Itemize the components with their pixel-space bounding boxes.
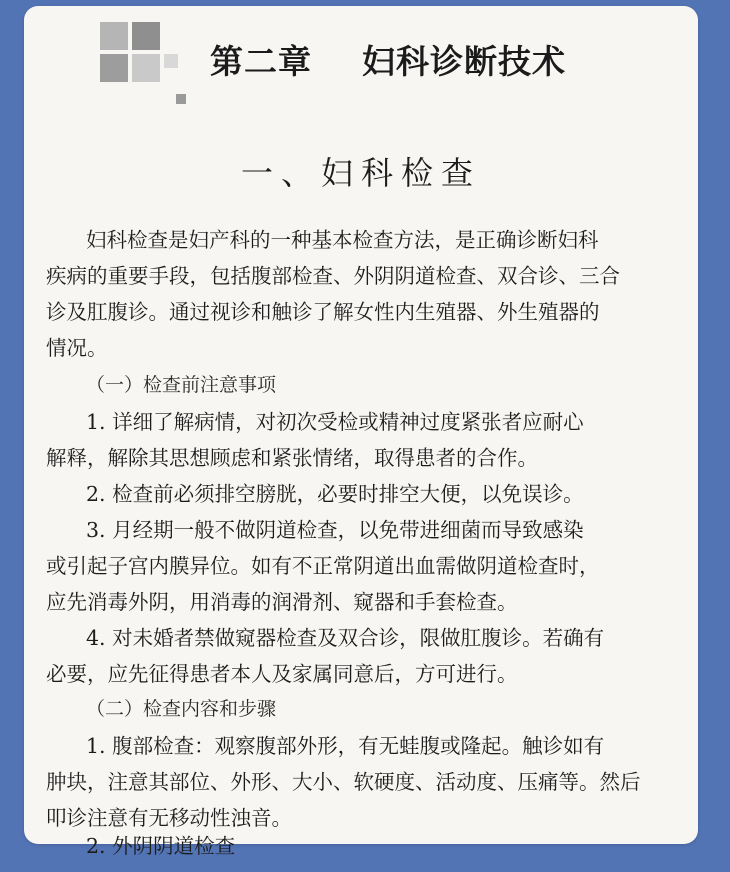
paragraph-line: 必要，应先征得患者本人及家属同意后，方可进行。 — [46, 662, 518, 686]
paragraph-line: 1. 详细了解病情，对初次受检或精神过度紧张者应耐心 — [86, 410, 584, 434]
paragraph-line: 1. 腹部检查：观察腹部外形，有无蛙腹或隆起。触诊如有 — [86, 734, 605, 758]
paragraph-line: 叩诊注意有无移动性浊音。 — [46, 806, 292, 830]
paragraph-line: 3. 月经期一般不做阴道检查，以免带进细菌而导致感染 — [86, 518, 584, 542]
paragraph-line: 或引起子宫内膜异位。如有不正常阴道出血需做阴道检查时， — [46, 554, 600, 578]
paragraph-line: 疾病的重要手段，包括腹部检查、外阴阴道检查、双合诊、三合 — [46, 264, 620, 288]
paragraph-line: 诊及肛腹诊。通过视诊和触诊了解女性内生殖器、外生殖器的 — [46, 300, 600, 324]
chapter-title: 第二章 妇科诊断技术 — [210, 42, 566, 81]
subsection-heading: （一）检查前注意事项 — [86, 374, 277, 396]
paragraph-line: 4. 对未婚者禁做窥器检查及双合诊，限做肛腹诊。若确有 — [86, 626, 605, 650]
paragraph-line: 肿块，注意其部位、外形、大小、软硬度、活动度、压痛等。然后 — [46, 770, 641, 794]
subsection-heading: （二）检查内容和步骤 — [86, 698, 277, 720]
section-title: 一、妇科检查 — [240, 154, 481, 192]
paragraph-line: 妇科检查是妇产科的一种基本检查方法，是正确诊断妇科 — [86, 228, 599, 252]
paragraph-line: 情况。 — [46, 336, 108, 360]
paragraph-line: 解释，解除其思想顾虑和紧张情绪，取得患者的合作。 — [46, 446, 538, 470]
paragraph-line: 2. 检查前必须排空膀胱，必要时排空大便，以免误诊。 — [86, 482, 584, 506]
paragraph-line: 应先消毒外阴，用消毒的润滑剂、窥器和手套检查。 — [46, 590, 518, 614]
paragraph-line: 2. 外阴阴道检查 — [86, 834, 236, 858]
book-page — [24, 6, 698, 858]
chapter-logo — [100, 22, 190, 112]
